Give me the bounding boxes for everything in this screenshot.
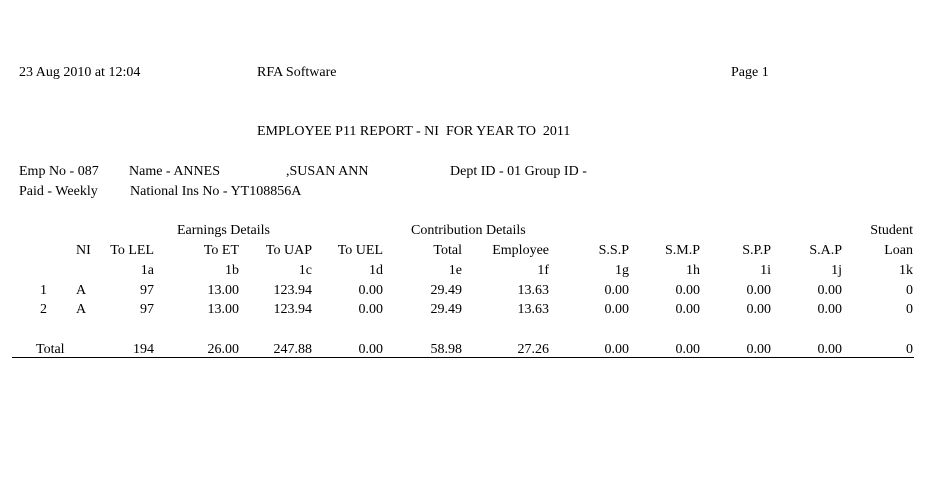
col-loan: Loan [884, 243, 913, 258]
row-2-lel: 97 [140, 302, 154, 317]
col-ni: NI [76, 243, 91, 258]
row-1-employee: 13.63 [517, 283, 549, 298]
code-1a: 1a [140, 263, 154, 278]
dept-group: Dept ID - 01 Group ID - [450, 164, 587, 179]
col-to-uel: To UEL [337, 243, 383, 258]
totals-lel: 194 [133, 342, 154, 357]
col-ssp: S.S.P [598, 243, 629, 258]
row-2-et: 13.00 [207, 302, 239, 317]
code-1e: 1e [448, 263, 462, 278]
row-2-smp: 0.00 [675, 302, 700, 317]
code-1d: 1d [369, 263, 383, 278]
row-2-employee: 13.63 [517, 302, 549, 317]
code-1f: 1f [537, 263, 549, 278]
row-2-loan: 0 [906, 302, 913, 317]
totals-smp: 0.00 [675, 342, 700, 357]
code-1k: 1k [899, 263, 913, 278]
row-1-loan: 0 [906, 283, 913, 298]
row-2-total: 29.49 [430, 302, 462, 317]
ni-number: National Ins No - YT108856A [130, 184, 302, 199]
contribution-details-header: Contribution Details [411, 223, 526, 238]
row-1-ni: A [76, 283, 87, 298]
col-employee: Employee [492, 243, 549, 258]
row-2-uel: 0.00 [358, 302, 383, 317]
totals-spp: 0.00 [746, 342, 771, 357]
totals-employee: 27.26 [517, 342, 549, 357]
row-2-uap: 123.94 [273, 302, 312, 317]
company-name: RFA Software [257, 65, 337, 80]
emp-forenames: ,SUSAN ANN [286, 164, 369, 179]
totals-ssp: 0.00 [604, 342, 629, 357]
col-total: Total [433, 243, 462, 258]
row-2-ni: A [76, 302, 87, 317]
code-1j: 1j [831, 263, 842, 278]
col-to-uap: To UAP [265, 243, 312, 258]
row-1-no: 1 [40, 283, 47, 298]
totals-et: 26.00 [207, 342, 239, 357]
col-to-et: To ET [203, 243, 239, 258]
code-1c: 1c [298, 263, 312, 278]
row-2-no: 2 [40, 302, 47, 317]
code-1i: 1i [760, 263, 771, 278]
page-number: Page 1 [731, 65, 769, 80]
totals-uel: 0.00 [358, 342, 383, 357]
row-2-sap: 0.00 [817, 302, 842, 317]
col-spp: S.P.P [742, 243, 771, 258]
totals-sap: 0.00 [817, 342, 842, 357]
totals-uap: 247.88 [273, 342, 312, 357]
row-1-smp: 0.00 [675, 283, 700, 298]
totals-total: 58.98 [430, 342, 462, 357]
paid-frequency: Paid - Weekly [19, 184, 98, 199]
code-1b: 1b [225, 263, 239, 278]
totals-loan: 0 [906, 342, 913, 357]
student-header: Student [870, 223, 913, 238]
earnings-details-header: Earnings Details [177, 223, 270, 238]
code-1g: 1g [615, 263, 629, 278]
report-datetime: 23 Aug 2010 at 12:04 [19, 65, 141, 80]
row-1-spp: 0.00 [746, 283, 771, 298]
code-1h: 1h [686, 263, 700, 278]
emp-no: Emp No - 087 [19, 164, 99, 179]
col-smp: S.M.P [664, 243, 700, 258]
report-title: EMPLOYEE P11 REPORT - NI FOR YEAR TO 2011 [257, 124, 571, 139]
totals-label: Total [36, 342, 65, 357]
col-to-lel: To LEL [110, 243, 154, 258]
emp-name: Name - ANNES [129, 164, 220, 179]
col-sap: S.A.P [809, 243, 842, 258]
row-1-sap: 0.00 [817, 283, 842, 298]
row-2-spp: 0.00 [746, 302, 771, 317]
row-1-uel: 0.00 [358, 283, 383, 298]
row-1-lel: 97 [140, 283, 154, 298]
totals-underline [12, 357, 914, 358]
row-2-ssp: 0.00 [604, 302, 629, 317]
row-1-total: 29.49 [430, 283, 462, 298]
row-1-et: 13.00 [207, 283, 239, 298]
row-1-uap: 123.94 [273, 283, 312, 298]
row-1-ssp: 0.00 [604, 283, 629, 298]
